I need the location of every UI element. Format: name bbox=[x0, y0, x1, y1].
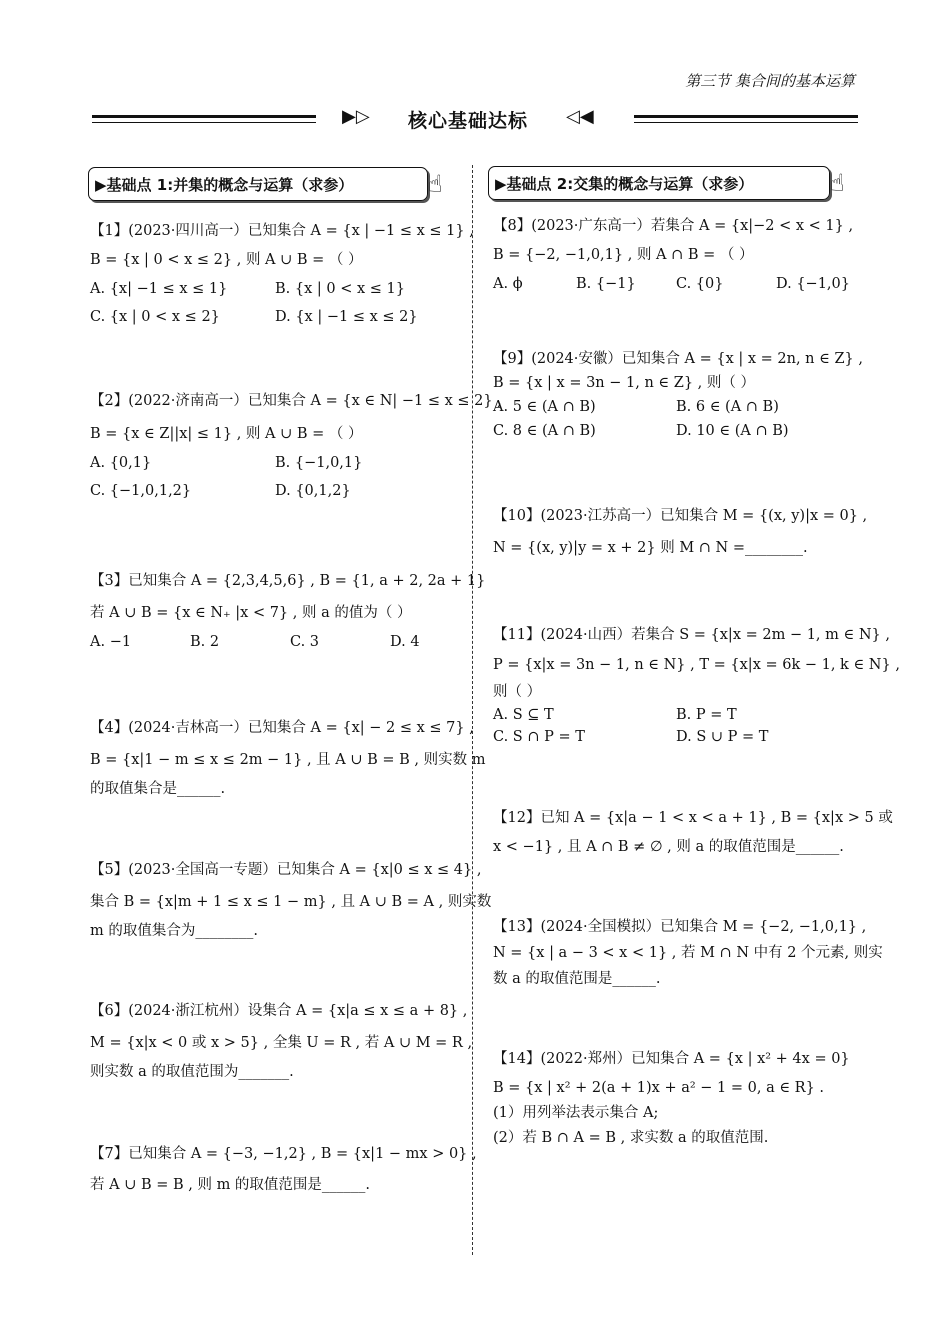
question-2 bbox=[90, 387, 502, 505]
question-text: B = {x | x² + 2(a + 1)x + a² − 1 = 0, a ∈ R} . bbox=[493, 1080, 825, 1096]
question-text: 则实数 a 的取值范围为_______. bbox=[90, 1064, 294, 1080]
question-text: M = {x|x < 0 或 x > 5} , 全集 U = R , 若 A ∪ M = R , bbox=[90, 1035, 473, 1051]
question-text: 【5】(2023·全国高一专题）已知集合 A = {x|0 ≤ x ≤ 4} , bbox=[90, 862, 482, 878]
topic-intersection-label: ▶基础点 2:交集的概念与运算（求参） bbox=[495, 174, 754, 193]
question-3 bbox=[90, 567, 486, 656]
question-11 bbox=[493, 622, 900, 750]
option-c: C. 8 ∈ (A ∩ B) bbox=[493, 423, 596, 439]
question-text: B = {x ∈ Z||x| ≤ 1} , 则 A ∪ B = （ ） bbox=[90, 426, 363, 442]
question-text: B = {x | x = 3n − 1, n ∈ Z} , 则（ ） bbox=[493, 375, 755, 391]
banner-right-marker: ◁◀ bbox=[566, 106, 594, 127]
banner-rule-right-thin bbox=[634, 122, 858, 123]
question-text: (1）用列举法表示集合 A; bbox=[493, 1105, 659, 1121]
option-c: C. S ∩ P = T bbox=[493, 729, 585, 745]
banner-rule-left-thin bbox=[92, 122, 316, 123]
option-a: A. S ⊆ T bbox=[493, 707, 554, 723]
question-text: N = {(x, y)|y = x + 2} 则 M ∩ N =________. bbox=[493, 540, 808, 556]
option-c: C. 3 bbox=[290, 634, 320, 650]
question-13 bbox=[493, 914, 883, 992]
banner-left-marker: ▶▷ bbox=[342, 106, 370, 127]
question-4 bbox=[90, 714, 486, 804]
option-b: B. {x | 0 < x ≤ 1} bbox=[275, 281, 405, 297]
pointing-hand-icon: ☝ bbox=[830, 169, 845, 197]
question-text: 集合 B = {x|m + 1 ≤ x ≤ 1 − m} , 且 A ∪ B = A , 则实数 bbox=[90, 894, 492, 910]
question-text: 【7】已知集合 A = {−3, −1,2} , B = {x|1 − mx > 0} , bbox=[90, 1146, 477, 1162]
question-14 bbox=[493, 1047, 863, 1151]
question-8 bbox=[493, 212, 863, 298]
question-text: B = {x|1 − m ≤ x ≤ 2m − 1} , 且 A ∪ B = B , 则实数 m bbox=[90, 752, 486, 768]
section-header: 第三节 集合间的基本运算 bbox=[685, 72, 855, 90]
question-text: 【14】(2022·郑州）已知集合 A = {x | x² + 4x = 0} bbox=[493, 1051, 850, 1067]
question-text: 【12】已知 A = {x|a − 1 < x < a + 1} , B = {x|x > 5 或 bbox=[493, 810, 893, 826]
option-c: C. {x | 0 < x ≤ 2} bbox=[90, 309, 220, 325]
option-d: D. S ∪ P = T bbox=[676, 729, 769, 745]
option-d: D. {x | −1 ≤ x ≤ 2} bbox=[275, 309, 418, 325]
option-d: D. {0,1,2} bbox=[275, 483, 351, 499]
topic-intersection bbox=[488, 166, 830, 200]
question-5 bbox=[90, 856, 492, 946]
pointing-hand-icon: ☝ bbox=[428, 170, 443, 198]
question-text: P = {x|x = 3n − 1, n ∈ N} , T = {x|x = 6k − 1, k ∈ N} , bbox=[493, 657, 900, 673]
option-a: A. {x| −1 ≤ x ≤ 1} bbox=[90, 281, 228, 297]
question-text: 【11】(2024·山西）若集合 S = {x|x = 2m − 1, m ∈ N} , bbox=[493, 627, 890, 643]
question-text: 【6】(2024·浙江杭州）设集合 A = {x|a ≤ x ≤ a + 8} , bbox=[90, 1003, 468, 1019]
option-a: A. ϕ bbox=[493, 276, 523, 292]
question-text: 【4】(2024·吉林高一）已知集合 A = {x| − 2 ≤ x ≤ 7} , bbox=[90, 720, 474, 736]
question-10 bbox=[493, 502, 868, 563]
topic-union-label: ▶基础点 1:并集的概念与运算（求参） bbox=[95, 175, 354, 194]
question-7 bbox=[90, 1140, 477, 1200]
option-d: D. 4 bbox=[390, 634, 420, 650]
question-text: B = {−2, −1,0,1} , 则 A ∩ B = （ ） bbox=[493, 247, 754, 263]
option-b: B. {−1,0,1} bbox=[275, 455, 363, 471]
question-text: 【13】(2024·全国模拟）已知集合 M = {−2, −1,0,1} , bbox=[493, 919, 867, 935]
question-text: 【10】(2023·江苏高一）已知集合 M = {(x, y)|x = 0} , bbox=[493, 508, 868, 524]
question-text: 若 A ∪ B = B , 则 m 的取值范围是______. bbox=[90, 1177, 371, 1193]
question-text: 【8】(2023·广东高一）若集合 A = {x|−2 < x < 1} , bbox=[493, 218, 854, 234]
question-1 bbox=[90, 217, 474, 331]
question-text: 【9】(2024·安徽）已知集合 A = {x | x = 2n, n ∈ Z} , bbox=[493, 351, 863, 367]
option-b: B. 6 ∈ (A ∩ B) bbox=[676, 399, 779, 415]
option-d: D. 10 ∈ (A ∩ B) bbox=[676, 423, 789, 439]
question-text: 【3】已知集合 A = {2,3,4,5,6} , B = {1, a + 2, 2a + 1} bbox=[90, 573, 486, 589]
question-text: 则（ ） bbox=[493, 684, 542, 700]
option-c: C. {0} bbox=[676, 276, 724, 292]
question-9 bbox=[493, 347, 863, 443]
option-b: B. {−1} bbox=[576, 276, 636, 292]
question-text: m 的取值集合为________. bbox=[90, 923, 258, 939]
question-text: 的取值集合是______. bbox=[90, 781, 226, 797]
question-text: 【2】(2022·济南高一）已知集合 A = {x ∈ N| −1 ≤ x ≤ 2} , bbox=[90, 393, 502, 409]
banner-rule-left bbox=[92, 115, 316, 118]
column-divider bbox=[472, 165, 473, 1255]
topic-union bbox=[88, 167, 428, 201]
option-d: D. {−1,0} bbox=[776, 276, 850, 292]
question-12 bbox=[493, 804, 893, 862]
option-a: A. {0,1} bbox=[90, 455, 152, 471]
question-text: N = {x | a − 3 < x < 1} , 若 M ∩ N 中有 2 个元素, 则实 bbox=[493, 945, 883, 961]
question-text: B = {x | 0 < x ≤ 2} , 则 A ∪ B = （ ） bbox=[90, 252, 363, 268]
question-text: x < −1} , 且 A ∩ B ≠ ∅ , 则 a 的取值范围是______. bbox=[493, 839, 844, 855]
option-b: B. 2 bbox=[190, 634, 220, 650]
banner-rule-right bbox=[634, 115, 858, 118]
option-a: A. −1 bbox=[90, 634, 132, 650]
question-text: 若 A ∪ B = {x ∈ N₊ |x < 7} , 则 a 的值为（ ） bbox=[90, 605, 412, 621]
question-text: 【1】(2023·四川高一）已知集合 A = {x | −1 ≤ x ≤ 1} , bbox=[90, 223, 474, 239]
question-text: 数 a 的取值范围是______. bbox=[493, 971, 661, 987]
option-c: C. {−1,0,1,2} bbox=[90, 483, 192, 499]
banner-title: 核心基础达标 bbox=[408, 110, 529, 132]
option-a: A. 5 ∈ (A ∩ B) bbox=[493, 399, 596, 415]
question-text: (2）若 B ∩ A = B , 求实数 a 的取值范围. bbox=[493, 1130, 769, 1146]
question-6 bbox=[90, 997, 473, 1087]
option-b: B. P = T bbox=[676, 707, 737, 723]
